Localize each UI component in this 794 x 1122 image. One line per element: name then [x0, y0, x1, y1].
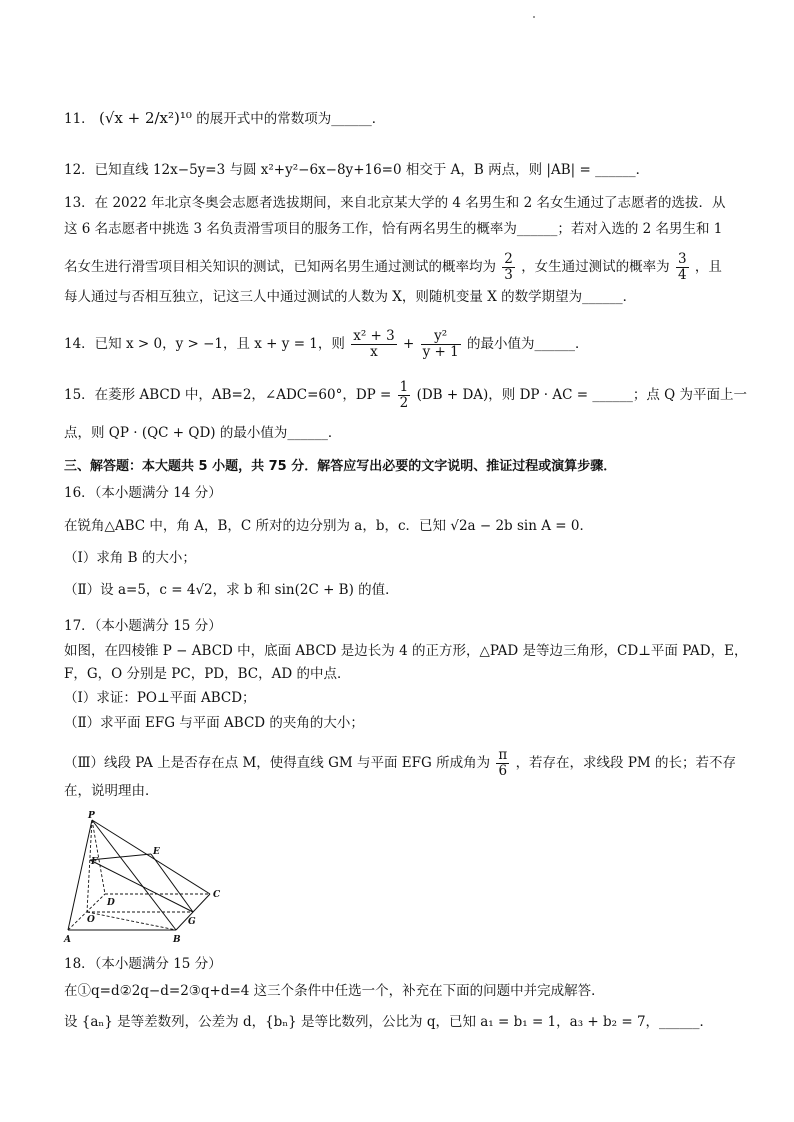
question-18-conditions	[64, 981, 746, 1001]
question-13-line-1	[64, 193, 746, 213]
question-11	[64, 108, 746, 129]
label-B: B	[173, 935, 181, 945]
q17-p3b-text: ，若存在，求线段 PM 的长；若不存	[515, 755, 737, 771]
q13-fraction-male: $\frac{2}{3}$	[504, 251, 513, 283]
question-13-line-4	[64, 287, 746, 307]
q13-text-3b: ，女生通过测试的概率为	[521, 259, 670, 275]
q13-text-1: 13．在 2022 年北京冬奥会志愿者选拔期间，来自北京某大学的 4 名男生和 2 名女生通过了志愿者的选拔．从	[64, 195, 726, 211]
q13-text-3c: ，且	[694, 259, 722, 275]
q18-head-text: 18．（本小题满分 15 分）	[64, 956, 222, 972]
q12-text: 12．已知直线 12x−5y=3 与圆 x²+y²−6x−8y+16=0 相交于 A，B 两点，则 |AB| = ______．	[64, 162, 650, 178]
question-17-part-3-cont	[64, 781, 746, 801]
question-14	[64, 329, 746, 360]
question-17-part-2	[64, 713, 746, 733]
q17-stem1-text: 如图，在四棱锥 P − ABCD 中，底面 ABCD 是边长为 4 的正方形，△PAD 是等边三角形，CD⊥平面 PAD，E，	[64, 643, 748, 659]
question-18-head	[64, 954, 746, 974]
q15-text-2: 点，则 QP · (QC + QD) 的最小值为______．	[64, 425, 342, 441]
q13-fraction-female: $\frac{3}{4}$	[677, 251, 687, 283]
q17-p3a-text: （Ⅲ）线段 PA 上是否存在点 M，使得直线 GM 与平面 EFG 所成角为	[64, 755, 491, 771]
q14-text-a: 14．已知 x > 0，y > −1，且 x + y = 1，则	[64, 336, 345, 352]
question-17-stem-1	[64, 641, 746, 661]
q18-stem-text: 设 {aₙ} 是等差数列，公差为 d，{bₙ} 是等比数列，公比为 q，已知 a₁ = b₁ = 1，a₃ + b₂ = 7，______．	[64, 1014, 714, 1030]
q16-head-text: 16．（本小题满分 14 分）	[64, 485, 222, 501]
label-G: G	[188, 917, 196, 927]
label-C: C	[213, 890, 221, 900]
question-17-head	[64, 616, 746, 636]
question-16-part-2	[64, 580, 746, 600]
question-15-line-1	[64, 380, 746, 411]
q15-text-b: (DB + DA)，则 DP · AC = ______；点 Q 为平面上一	[416, 387, 748, 403]
question-18-stem	[64, 1012, 746, 1032]
section-3-text: 三、解答题：本大题共 5 小题，共 75 分．解答应写出必要的文字说明、推证过程或演算步骤．	[64, 459, 617, 474]
q14-fraction-1: $\frac{\text{x² + 3}}{x}$	[353, 328, 395, 360]
q17-p1-text: （Ⅰ）求证：PO⊥平面 ABCD；	[64, 690, 256, 706]
q17-fraction-pi-6: $\frac{\pi}{6}$	[498, 747, 508, 779]
question-16-part-1	[64, 548, 746, 568]
label-F: F	[91, 857, 98, 867]
question-15-line-2	[64, 423, 746, 443]
q15-fraction-half: $\frac{1}{2}$	[399, 379, 409, 411]
q18-cond-text: 在①q=d②2q−d=2③q+d=4 这三个条件中任选一个，补充在下面的问题中并完成解答．	[64, 983, 605, 999]
q14-fraction-2: $\frac{\text{y²}}{y + 1}$	[422, 328, 459, 360]
q17-head-text: 17．（本小题满分 15 分）	[64, 618, 222, 634]
q14-plus: +	[403, 336, 415, 352]
label-D: D	[107, 898, 115, 908]
question-13-line-3	[64, 252, 746, 283]
question-13-line-2	[64, 219, 746, 239]
question-16-head	[64, 483, 746, 503]
question-12	[64, 160, 746, 180]
question-16-stem	[64, 516, 746, 536]
q11-text: 的展开式中的常数项为______．	[196, 111, 386, 127]
pyramid-figure	[60, 808, 230, 948]
q14-text-b: 的最小值为______．	[467, 336, 589, 352]
label-P: P	[88, 811, 95, 821]
label-E: E	[153, 847, 160, 857]
q16-p1-text: （Ⅰ）求角 B 的大小；	[64, 550, 196, 566]
question-17-stem-2	[64, 664, 746, 684]
q16-p2-text: （Ⅱ）设 a=5，c = 4√2，求 b 和 sin(2C + B) 的值．	[64, 582, 399, 598]
q11-number: 11．	[64, 111, 95, 127]
question-17-part-3	[64, 748, 746, 779]
label-O: O	[87, 915, 95, 925]
q17-p2-text: （Ⅱ）求平面 EFG 与平面 ABCD 的夹角的大小；	[64, 715, 364, 731]
section-3-heading	[64, 457, 746, 477]
q13-text-2: 这 6 名志愿者中挑选 3 名负责滑雪项目的服务工作，恰有两名男生的概率为______；若对入选的 2 名男生和 1	[64, 221, 723, 237]
q13-text-3a: 名女生进行滑雪项目相关知识的测试，已知两名男生通过测试的概率均为	[64, 259, 496, 275]
q13-text-4: 每人通过与否相互独立，记这三人中通过测试的人数为 X，则随机变量 X 的数学期望为______．	[64, 289, 637, 305]
scan-speck	[533, 16, 535, 18]
q17-p3c-text: 在，说明理由．	[64, 783, 159, 799]
q15-text-a: 15．在菱形 ABCD 中，AB=2，∠ADC=60°，DP =	[64, 387, 396, 403]
q11-expression: (√x + 2/x²)¹⁰	[98, 109, 192, 127]
q16-stem-text: 在锐角△ABC 中，角 A，B，C 所对的边分别为 a，b，c．已知 √2a − 2b sin A = 0．	[64, 518, 593, 534]
question-17-part-1	[64, 688, 746, 708]
q17-stem2-text: F，G，O 分别是 PC，PD，BC，AD 的中点．	[64, 666, 351, 682]
label-A: A	[64, 935, 71, 945]
